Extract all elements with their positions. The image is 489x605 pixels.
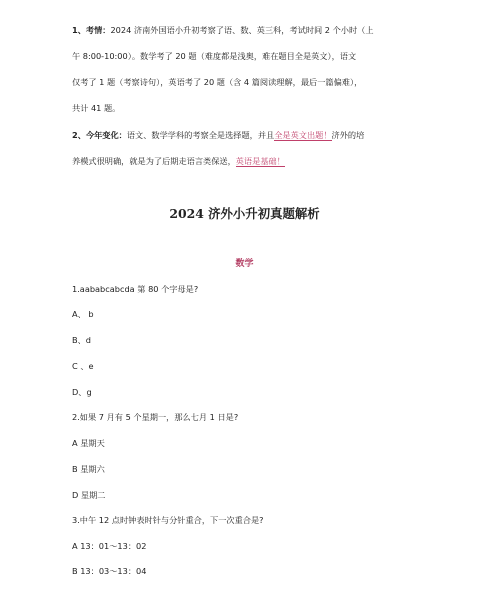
question-2: 2.如果 7 月有 5 个星期一，那么七月 1 日是? xyxy=(72,412,239,422)
q1-option-b: B、d xyxy=(72,335,92,345)
section-heading-math: 数学 xyxy=(235,259,254,269)
change-text-a: 语文、数学学科的考察全是选择题，并且 xyxy=(126,130,275,140)
highlight-english-questions: 全是英文出题！ xyxy=(274,130,332,140)
change-line-2 xyxy=(72,150,422,173)
question-3: 3.中午 12 点时钟表时针与分针重合，下一次重合是? xyxy=(72,515,264,525)
intro-line-3: 仅考了 1 题（考察诗句），英语考了 20 题（含 4 篇阅读理解，最后一篇偏难）， xyxy=(72,77,363,87)
q1-option-c: C 、e xyxy=(72,361,94,371)
change-label: 2、今年变化： xyxy=(72,130,127,140)
intro-text-1: 2024 济南外国语小升初考察了语、数、英三科，考试时间 2 个小时（上 xyxy=(110,25,374,35)
q3-option-a: A 13：01～13：02 xyxy=(72,541,147,551)
q2-option-d: D 星期二 xyxy=(72,490,106,500)
intro-label-1: 1、考情： xyxy=(72,25,111,35)
intro-line-2: 午 8:00-10:00）。数学考了 20 题（难度都是浅奥，难在题目全是英文），语文 xyxy=(72,51,357,61)
highlight-english-basis: 英语是基础！ xyxy=(235,156,285,166)
page-title: 2024 济外小升初真题解析 xyxy=(169,206,320,221)
q1-option-d: D、g xyxy=(72,387,92,397)
change-line-1 xyxy=(72,124,422,147)
intro-line-4: 共计 41 题。 xyxy=(72,103,121,113)
q2-option-b: B 星期六 xyxy=(72,464,105,474)
change-text-c: 养模式很明确，就是为了后期走语言类保送， xyxy=(72,156,236,166)
change-text-b: 济外的培 xyxy=(331,130,365,140)
q1-option-a: A、 b xyxy=(72,309,94,319)
intro-line-1 xyxy=(72,19,422,42)
q2-option-a: A 星期天 xyxy=(72,438,105,448)
q3-option-b: B 13：03～13：04 xyxy=(72,566,147,576)
question-1: 1.aababcabcda 第 80 个字母是? xyxy=(72,284,199,294)
